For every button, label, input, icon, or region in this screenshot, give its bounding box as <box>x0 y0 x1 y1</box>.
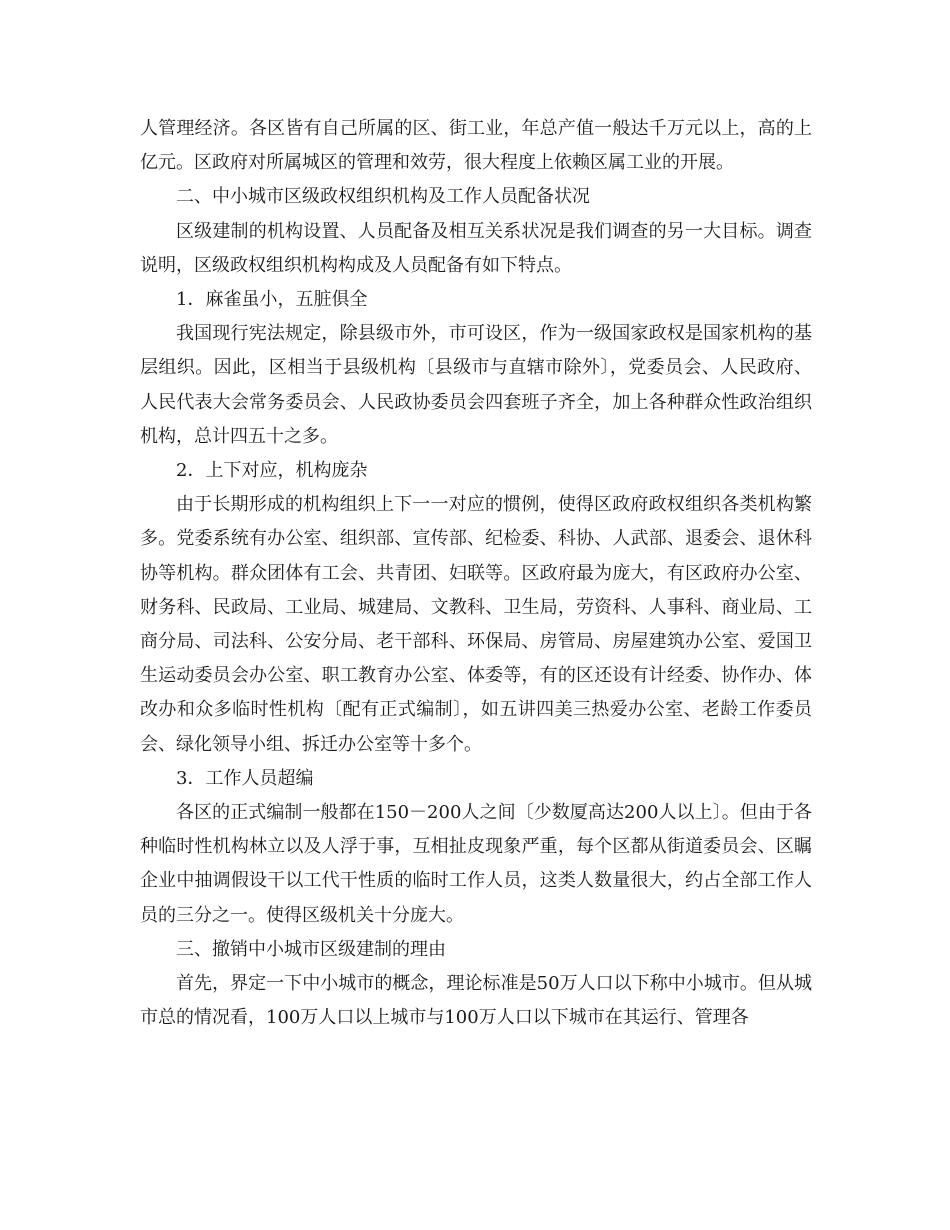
body-paragraph: 各区的正式编制一般都在150－200人之间〔少数厦高达200人以上〕。但由于各种临时性机构林立以及人浮于事，互相扯皮现象严重，每个区都从街道委员会、区瞩企业中抽调假设干以工代干性质的临时工作人员，这类人数量很大，约占全部工作人员的三分之一。使得区级机关十分庞大。 <box>140 802 812 926</box>
section-heading: 三、撤销中小城市区级建制的理由 <box>176 938 446 960</box>
subsection-heading: 2．上下对应，机构庞杂 <box>176 460 368 482</box>
body-paragraph: 由于长期形成的机构组织上下一一对应的惯例，使得区政府政权组织各类机构繁多。党委系统有办公室、组织部、宣传部、纪检委、科协、人武部、退委会、退休科协等机构。群众团体有工会、共青团、妇联等。区政府最为庞大，有区政府办公室、财务科、民政局、工业局、城建局、文教科、卫生局，劳资科、人事科、商业局、工商分局、司法科、公安分局、老干部科、环保局、房管局、房屋建筑办公室、爱国卫生运动委员会办公室、职工教育办公室、体委等，有的区还设有计经委、协作办、体改办和众多临时性机构〔配有正式编制〕，如五讲四美三热爱办公室、老龄工作委员会、绿化领导小组、拆迁办公室等十多个。 <box>140 494 812 755</box>
body-paragraph: 人管理经济。各区皆有自己所属的区、街工业，年总产值一般达千万元以上，高的上亿元。区政府对所属城区的管理和效劳，很大程度上依赖区属工业的开展。 <box>140 118 812 174</box>
body-paragraph: 我国现行宪法规定，除县级市外，市可设区，作为一级国家政权是国家机构的基层组织。因此，区相当于县级机构〔县级市与直辖市除外〕，党委员会、人民政府、人民代表大会常务委员会、人民政协委员会四套班子齐全，加上各种群众性政治组织机构，总计四五十之多。 <box>140 323 812 447</box>
subsection-heading: 1．麻雀虽小，五脏俱全 <box>176 289 368 311</box>
document-page <box>140 112 812 1035</box>
section-heading: 二、中小城市区级政权组织机构及工作人员配备状况 <box>176 186 590 208</box>
subsection-heading: 3．工作人员超编 <box>176 767 314 789</box>
body-paragraph: 区级建制的机构设置、人员配备及相互关系状况是我们调查的另一大目标。调查说明，区级政权组织机构构成及人员配备有如下特点。 <box>140 220 812 276</box>
body-paragraph: 首先，界定一下中小城市的概念，理论标准是50万人口以下称中小城市。但从城市总的情况看，100万人口以上城市与100万人口以下城市在其运行、管理各 <box>140 973 812 1029</box>
